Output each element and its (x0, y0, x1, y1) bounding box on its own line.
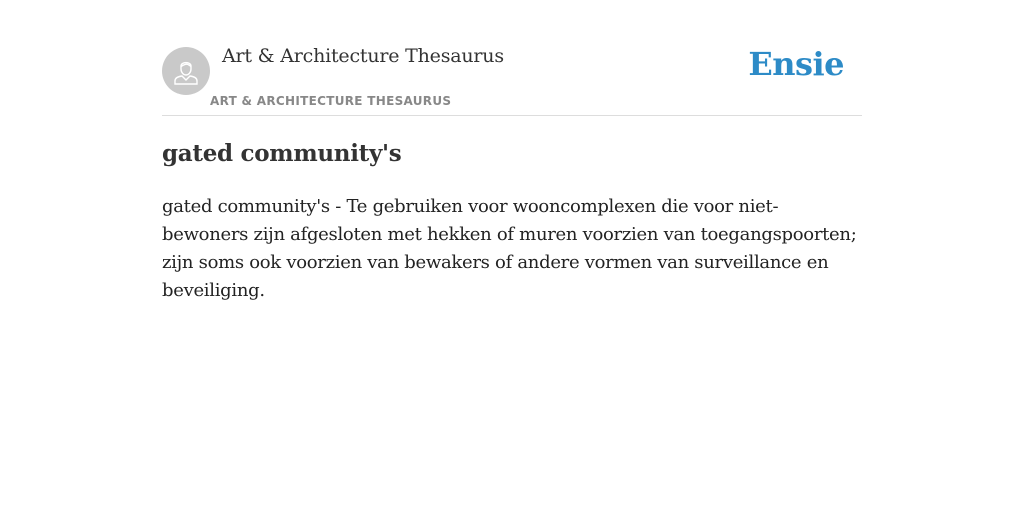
user-outline-icon (171, 56, 201, 86)
ensie-logo[interactable]: Ensie (748, 45, 844, 83)
entry-term: gated community's (162, 140, 402, 167)
source-title[interactable]: Art & Architecture Thesaurus (222, 45, 504, 67)
entry-definition: gated community's - Te gebruiken voor wooncomplexen die voor niet-bewoners zijn afgesloten met hekken of muren voorzien van toegangspoorten; zijn soms ook voorzien van bewakers of andere vormen van surveillance en beveiliging. (162, 196, 857, 301)
avatar[interactable] (162, 47, 210, 95)
source-subtitle: ART & ARCHITECTURE THESAURUS (210, 94, 452, 108)
entry-header (162, 0, 862, 116)
page-container (162, 0, 862, 512)
